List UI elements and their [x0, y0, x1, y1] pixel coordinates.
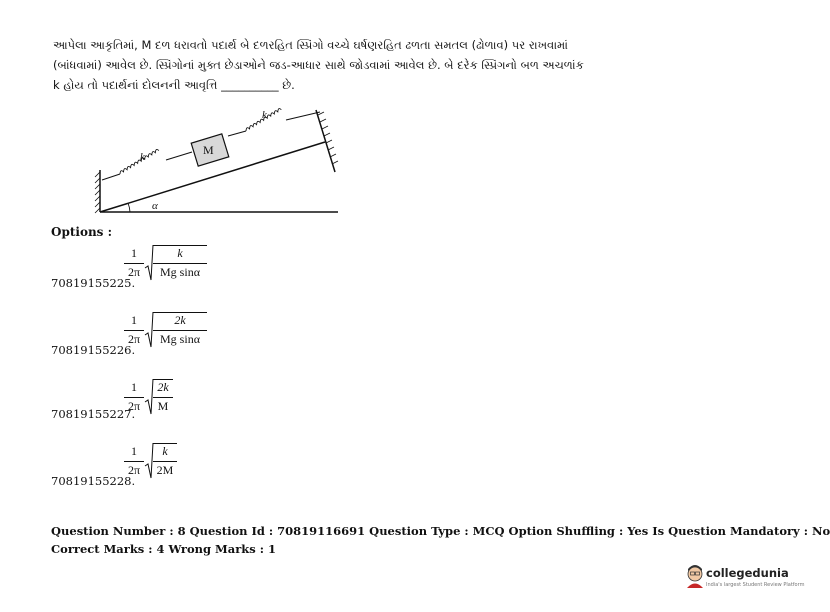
- mascot-icon: [684, 564, 706, 588]
- radicand-denominator: Mg sinα: [160, 265, 200, 279]
- left-spring-link: [166, 152, 192, 160]
- radicand-numerator: 2k: [174, 313, 186, 327]
- spring-right-label: k: [262, 109, 267, 121]
- question-line-2: (બાંધવામાં) આવેલ છે. સ્પ્રિંગોનાં મુક્ત છેડાઓને જડ-આધાર સાથે જોડવામાં આવેલ છે. બે દરેક સ્પ્રિંગનો બળ અચળાંક: [53, 58, 584, 72]
- radicand-denominator: 2M: [156, 463, 174, 477]
- logo-name: collegedunia: [706, 566, 789, 580]
- radicand-numerator: k: [177, 246, 183, 260]
- mass-label: M: [203, 143, 214, 157]
- right-spring-link: [228, 131, 246, 136]
- question-line-1: આપેલા આકૃતિમાં, M દળ ધરાવતો પદાર્થ બે દળરહિત સ્પ્રિંગો વચ્ચે ઘર્ષણરહિત ઢળતા સમતલ (ઢોળાવ) પર રાખવામાં: [53, 38, 568, 52]
- right-wall-hatch: [318, 112, 338, 164]
- angle-arc: [128, 203, 130, 212]
- question-meta-line-2: Correct Marks : 4 Wrong Marks : 1: [51, 542, 276, 556]
- incline-figure: [90, 100, 350, 220]
- right-spring-lead: [286, 112, 320, 120]
- spring-left-label: k: [140, 151, 145, 163]
- options-heading: Options :: [51, 225, 113, 239]
- angle-label: α: [152, 200, 158, 212]
- radicand-numerator: 2k: [157, 380, 169, 394]
- option-id: 70819155225.: [51, 276, 136, 290]
- left-spring-lead: [102, 174, 120, 180]
- radicand-denominator: M: [157, 399, 169, 413]
- radicand-numerator: k: [162, 444, 168, 458]
- radicand-denominator: Mg sinα: [160, 332, 200, 346]
- question-line-3: k હોય તો પદાર્થનાં દોલનની આવૃત્તિ __________ છે.: [53, 78, 295, 92]
- question-meta-line-1: Question Number : 8 Question Id : 70819116691 Question Type : MCQ Option Shuffling : Yes Is Question Mandatory : No: [51, 524, 830, 538]
- option-id: 70819155227.: [51, 407, 136, 421]
- option-id: 70819155226.: [51, 343, 136, 357]
- option-id: 70819155228.: [51, 474, 136, 488]
- logo-tagline: India's largest Student Review Platform: [706, 582, 805, 588]
